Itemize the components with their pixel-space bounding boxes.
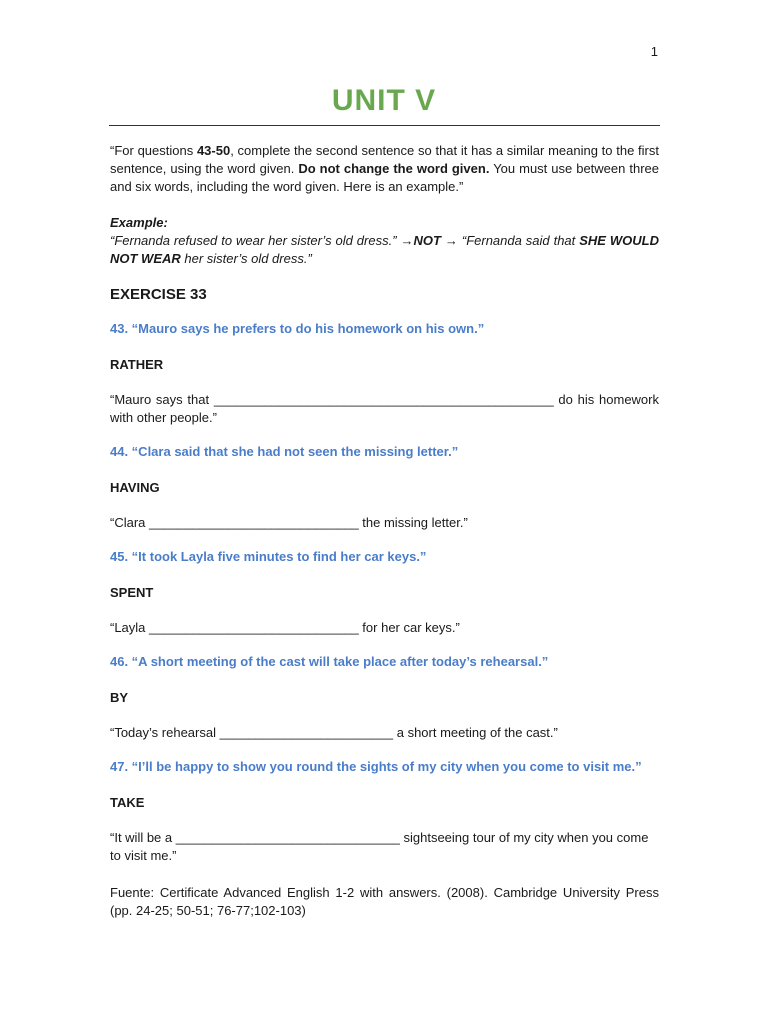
instructions [110, 142, 659, 196]
title-divider [109, 125, 660, 126]
example-not: NOT [413, 233, 441, 248]
key-word: BY [110, 690, 129, 705]
example-label: Example: [110, 215, 168, 230]
example-answer: SHE WOULD NOT WEAR [110, 233, 659, 266]
instructions-text-2: , complete the second sentence so that it has a similar meaning to the first sentence, using the word given. [110, 143, 659, 176]
answer-sentence: “Clara _____________________________ the missing letter.” [110, 515, 468, 530]
instructions-range: 43-50 [196, 143, 231, 158]
question-46 [110, 653, 659, 742]
answer-sentence: “Today’s rehearsal ________________________ a short meeting of the cast.” [110, 725, 558, 740]
example-text [110, 232, 659, 268]
answer-sentence: “Mauro says that _______________________________________________ do his homework with other people.” [110, 392, 659, 425]
instructions-warning: Do not change the word given. [298, 161, 490, 176]
question-prompt: 44. “Clara said that she had not seen the missing letter.” [110, 444, 459, 459]
page-title: UNIT V [331, 84, 437, 117]
key-word: HAVING [110, 480, 160, 495]
question-prompt: 45. “It took Layla five minutes to find her car keys.” [110, 549, 427, 564]
question-43 [110, 320, 659, 427]
key-word: SPENT [110, 585, 154, 600]
key-word: TAKE [110, 795, 145, 810]
instructions-text-3: You must use between three and six words, including the word given. Here is an example.” [110, 161, 659, 194]
page-number: 1 [650, 44, 658, 59]
document-body [110, 142, 659, 920]
question-47 [110, 758, 659, 865]
answer-sentence: “It will be a _______________________________ sightseeing tour of my city when you come to visit me.” [110, 830, 649, 863]
question-45 [110, 548, 659, 637]
arrow-icon: → [400, 233, 414, 248]
question-44 [110, 443, 659, 532]
question-prompt: 43. “Mauro says he prefers to do his homework on his own.” [110, 321, 485, 336]
example-rewrite-start: “Fernanda said that [461, 233, 580, 248]
answer-sentence: “Layla _____________________________ for her car keys.” [110, 620, 460, 635]
question-prompt: 47. “I’ll be happy to show you round the sights of my city when you come to visit me.” [110, 759, 642, 774]
example-sentence: “Fernanda refused to wear her sister’s old dress.” [110, 233, 401, 248]
arrow-icon: → [440, 233, 462, 248]
exercise-title: EXERCISE 33 [110, 286, 207, 303]
key-word: RATHER [110, 357, 164, 372]
question-prompt: 46. “A short meeting of the cast will take place after today’s rehearsal.” [110, 654, 549, 669]
instructions-text-1: “For questions [110, 143, 197, 158]
example-rewrite-end: her sister’s old dress.” [180, 251, 312, 266]
source-citation: Fuente: Certificate Advanced English 1-2 with answers. (2008). Cambridge University Press (pp. 24-25; 50-51; 76-77;102-103) [110, 885, 659, 918]
